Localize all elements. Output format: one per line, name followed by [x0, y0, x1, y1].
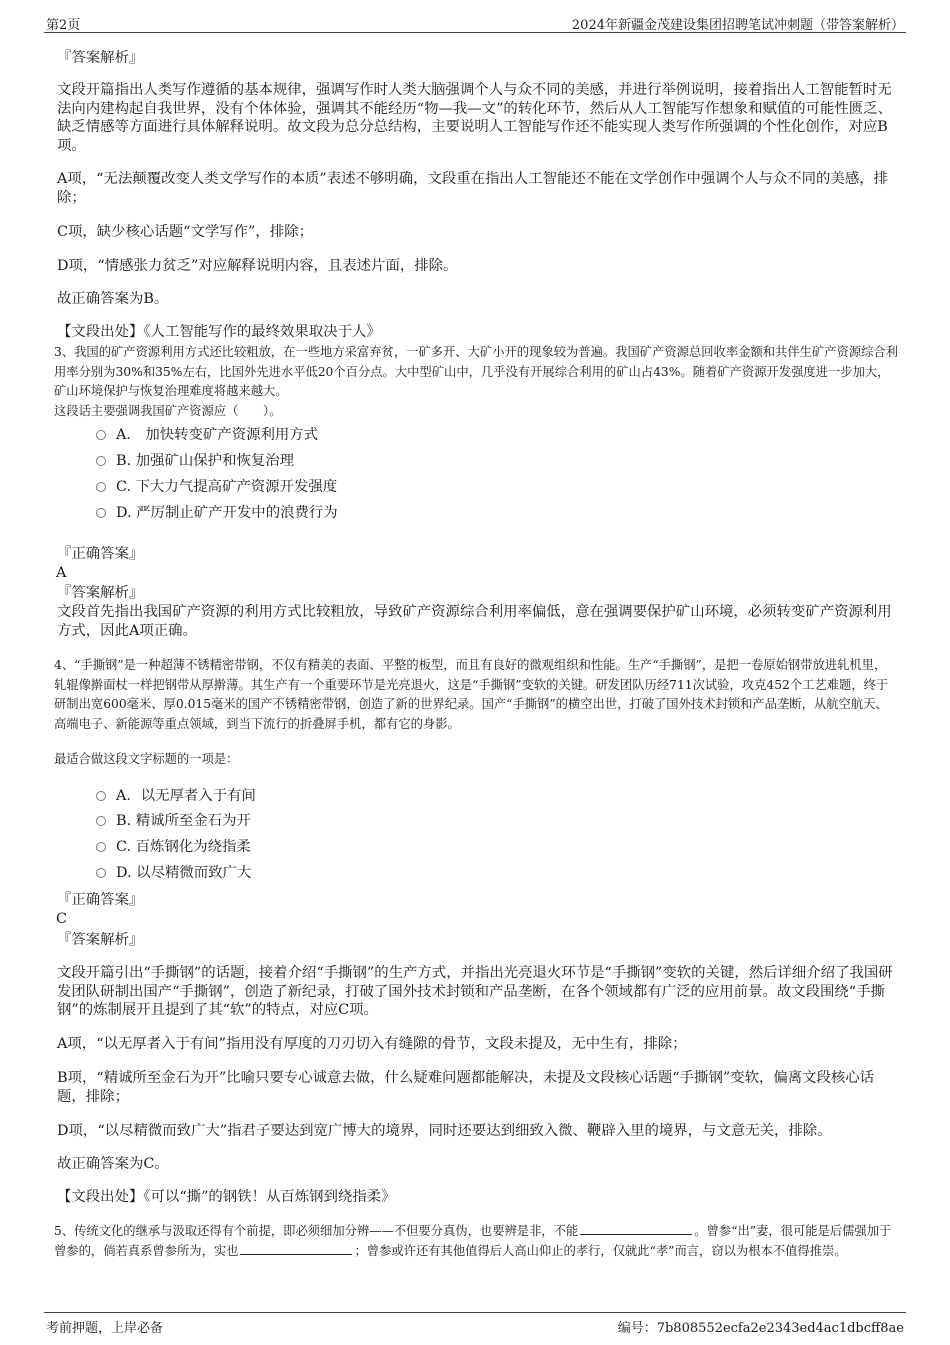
- option-label: B. 加强矿山保护和恢复治理: [116, 453, 295, 469]
- option-label: A．以无厚者入于有间: [116, 788, 256, 804]
- radio-icon: [96, 482, 106, 492]
- q4-stem: 4、“手撕钢”是一种超薄不锈精密带钢，不仅有精美的表面、平整的板型，而且有良好的微观组织和性能。生产“手撕钢”，是把一卷原始钢带放进轧机里，轧辊像擀面杖一样把钢带从厚擀薄。其生产有一个重要环节是光亮退火，这是“手撕钢”变软的关键。研发团队历经711次试验，攻克452个工艺难题，终于研制出宽600毫米、厚0.015毫米的国产不锈精密带钢，创造了新的世界纪录。国产“手撕钢”的横空出世，打破了国外技术封锁和产品垄断，从航空航天、高端电子、新能源等重点领域，到当下流行的折叠屏手机，都有它的身影。: [54, 658, 889, 731]
- option-label: C. 下大力气提高矿产资源开发强度: [116, 479, 338, 495]
- option-label: C. 百炼钢化为绕指柔: [116, 839, 251, 855]
- radio-icon: [96, 868, 106, 878]
- q4-option-c[interactable]: [96, 838, 251, 856]
- page-number: 第2页: [46, 18, 81, 33]
- option-label: A． 加快转变矿产资源利用方式: [116, 427, 319, 443]
- radio-icon: [96, 456, 106, 466]
- q4-source: 【文段出处】《可以“撕”的钢铁！从百炼钢到绕指柔》: [57, 1189, 396, 1205]
- q4-option-d[interactable]: [96, 864, 251, 882]
- q4-option-d-explain: D项，“以尽精微而致广大”指君子要达到宽广博大的境界，同时还要达到细致入微、鞭辟入里的境界，与文意无关，排除。: [57, 1123, 832, 1139]
- q4-answer-label: 『正确答案』: [57, 892, 144, 908]
- q3-answer: A: [56, 565, 67, 581]
- page-header: [44, 12, 906, 33]
- fill-blank-2[interactable]: [240, 1242, 352, 1255]
- document-code: 编号：7b808552ecfa2e2343ed4ac1dbcff8ae: [617, 1321, 904, 1336]
- radio-icon: [96, 430, 106, 440]
- q4-conclusion: 故正确答案为C。: [57, 1156, 169, 1172]
- q3-option-d[interactable]: [96, 504, 338, 522]
- option-label: D. 严厉制止矿产开发中的浪费行为: [116, 505, 338, 521]
- q3-option-c[interactable]: [96, 478, 337, 496]
- q4-question: 最适合做这段文字标题的一项是：: [54, 752, 239, 766]
- q4-option-b[interactable]: [96, 812, 251, 830]
- q2-analysis: 文段开篇指出人类写作遵循的基本规律，强调写作时人类大脑强调个人与众不同的美感，并进行举例说明，接着指出人工智能暂时无法向内建构起自我世界，没有个体体验，强调其不能经历“物—我—文”的转化环节，然后从人工智能写作想象和赋值的可能性匮乏、缺乏情感等方面进行具体解释说明。故文段为总分总结构，主要说明人工智能写作还不能实现人类写作所强调的个性化创作，对应B项。: [57, 82, 892, 154]
- fill-blank-1[interactable]: [580, 1222, 692, 1235]
- radio-icon: [96, 791, 106, 801]
- q4-analysis: 文段开篇引出“手撕钢”的话题，接着介绍“手撕钢”的生产方式，并指出光亮退火环节是“手撕钢”变软的关键，然后详细介绍了我国研发团队研制出国产“手撕钢”，创造了新纪录，打破了国外技术封锁和产品垄断，在各个领域都有广泛的应用前景。故文段围绕“手撕钢”的炼制展开且提到了其“软”的特点，对应C项。: [57, 965, 893, 1018]
- q4-option-a[interactable]: [96, 787, 256, 805]
- q4-option-b-explain: B项，“精诚所至金石为开”比喻只要专心诚意去做，什么疑难问题都能解决，未提及文段核心话题“手撕钢”变软，偏离文段核心话题，排除；: [57, 1070, 875, 1105]
- q5-part3: ；曾参或许还有其他值得后人高山仰止的孝行，仅就此“孝”而言，窃以为根本不值得推崇。: [354, 1243, 847, 1258]
- q2-option-a-explain: A项，“无法颠覆改变人类文学写作的本质”表述不够明确，文段重在指出人工智能还不能在文学创作中强调个人与众不同的美感，排除；: [57, 171, 888, 206]
- q3-question: 这段话主要强调我国矿产资源应（ ）。: [54, 404, 282, 418]
- q5-part1: 5、传统文化的继承与汲取还得有个前提，即必须细加分辨——不但要分真伪，也要辨是非，不能: [54, 1224, 579, 1238]
- option-label: B. 精诚所至金石为开: [116, 813, 251, 829]
- document-title: 2024年新疆金茂建设集团招聘笔试冲刺题（带答案解析）: [571, 18, 904, 33]
- q2-option-d-explain: D项，“情感张力贫乏”对应解释说明内容，且表述片面，排除。: [57, 258, 458, 274]
- q3-analysis: 文段首先指出我国矿产资源的利用方式比较粗放，导致矿产资源综合利用率偏低，意在强调要保护矿山环境，必须转变矿产资源利用方式，因此A项正确。: [57, 604, 892, 639]
- q3-option-a[interactable]: [96, 426, 318, 444]
- radio-icon: [96, 508, 106, 518]
- q3-option-b[interactable]: [96, 452, 294, 470]
- radio-icon: [96, 816, 106, 826]
- q2-source: 【文段出处】《人工智能写作的最终效果取决于人》: [57, 324, 381, 340]
- q3-stem: 3、我国的矿产资源利用方式还比较粗放，在一些地方采富弃贫，一矿多开、大矿小开的现象较为普遍。我国矿产资源总回收率金额和共伴生矿产资源综合利用率分别为30%和35%左右，比国外先进水平低20个百分点。大中型矿山中，几乎没有开展综合利用的矿山占43%。随着矿产资源开发强度进一步加大，矿山环境保护与恢复治理难度将越来越大。: [54, 345, 899, 399]
- q2-analysis-label: 『答案解析』: [57, 50, 144, 66]
- q5-stem: [54, 1222, 898, 1261]
- option-label: D. 以尽精微而致广大: [116, 865, 252, 881]
- q5-part2: 。曾参“出”妻，很可能是后儒强加于曾参的，倘若真系曾参所为，实也: [54, 1224, 892, 1258]
- page-footer: [44, 1312, 906, 1337]
- footer-slogan: 考前押题，上岸必备: [46, 1321, 164, 1336]
- radio-icon: [96, 842, 106, 852]
- q4-answer: C: [56, 911, 68, 927]
- q4-option-a-explain: A项，“以无厚者入于有间”指用没有厚度的刀刃切入有缝隙的骨节，文段未提及，无中生有，排除；: [57, 1036, 687, 1052]
- q4-analysis-label: 『答案解析』: [57, 932, 144, 948]
- q3-analysis-label: 『答案解析』: [57, 585, 144, 601]
- q2-conclusion: 故正确答案为B。: [57, 291, 169, 307]
- q3-answer-label: 『正确答案』: [57, 546, 144, 562]
- q2-option-c-explain: C项，缺少核心话题“文学写作”，排除；: [57, 224, 313, 240]
